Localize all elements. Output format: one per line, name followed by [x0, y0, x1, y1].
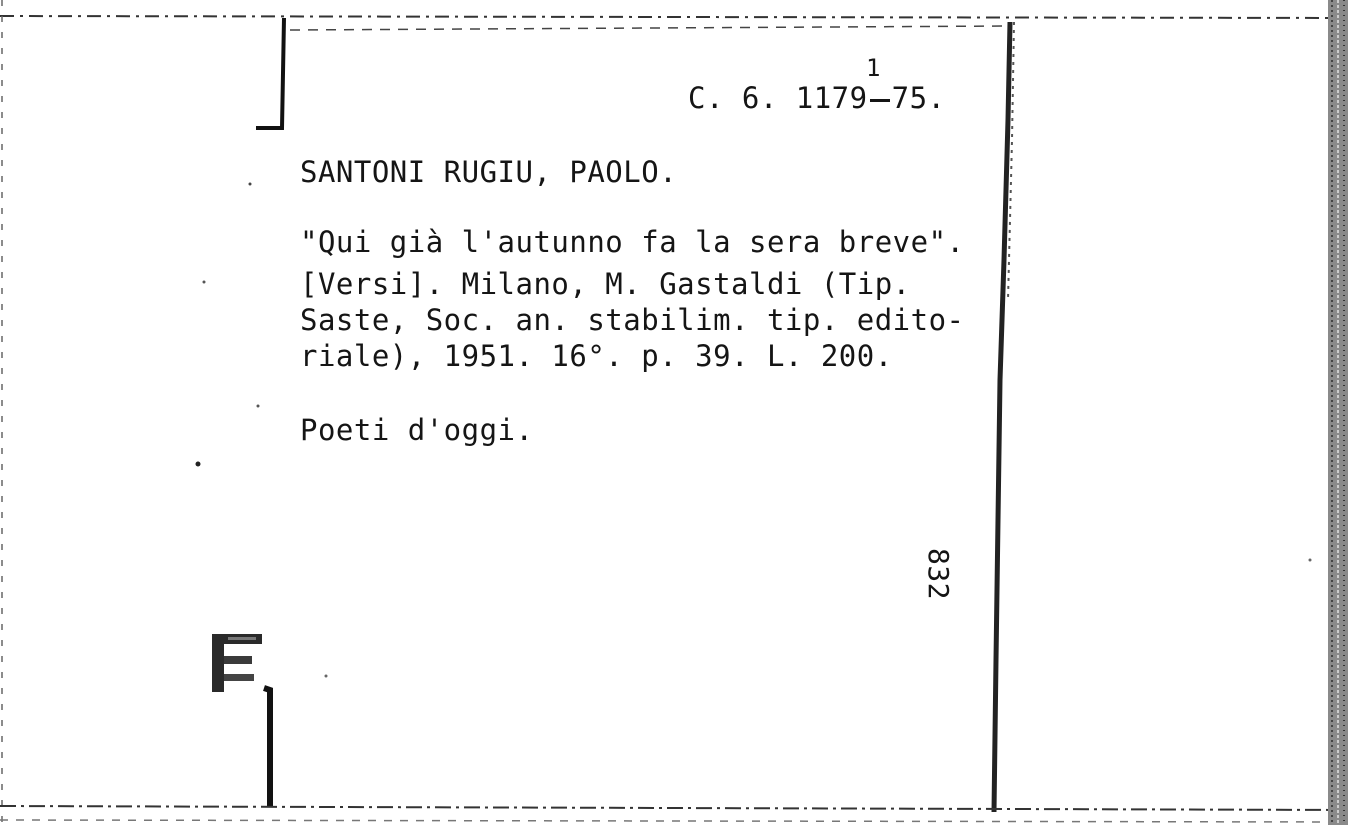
description-line: Saste, Soc. an. stabilim. tip. edito- — [300, 303, 965, 337]
shelfmark-suffix: 75. — [891, 81, 946, 115]
bottom-edge-line-2 — [0, 820, 1348, 822]
author-heading: SANTONI RUGIU, PAOLO. — [300, 155, 678, 189]
shelfmark-prefix: C. 6. 1179 — [688, 81, 868, 115]
description-line: "Qui già l'autunno fa la sera breve". — [300, 225, 965, 259]
shelfmark — [688, 54, 946, 115]
top-inner-line — [290, 26, 1010, 30]
side-number-text: 832 — [922, 547, 956, 601]
shelfmark-superscript: 1 — [866, 54, 881, 82]
side-number — [922, 538, 970, 618]
card-right-edge — [994, 22, 1010, 812]
bottom-bracket — [264, 688, 270, 806]
stamp-mark — [212, 634, 262, 692]
top-edge-line — [0, 16, 1348, 18]
top-bracket — [256, 18, 284, 128]
description-line: [Versi]. Milano, M. Gastaldi (Tip. — [300, 267, 911, 301]
shelfmark-fraction-bar — [870, 99, 890, 102]
description-line: riale), 1951. 16°. p. 39. L. 200. — [300, 339, 893, 373]
bottom-edge-line — [0, 806, 1348, 810]
series-note: Poeti d'oggi. — [300, 413, 534, 447]
